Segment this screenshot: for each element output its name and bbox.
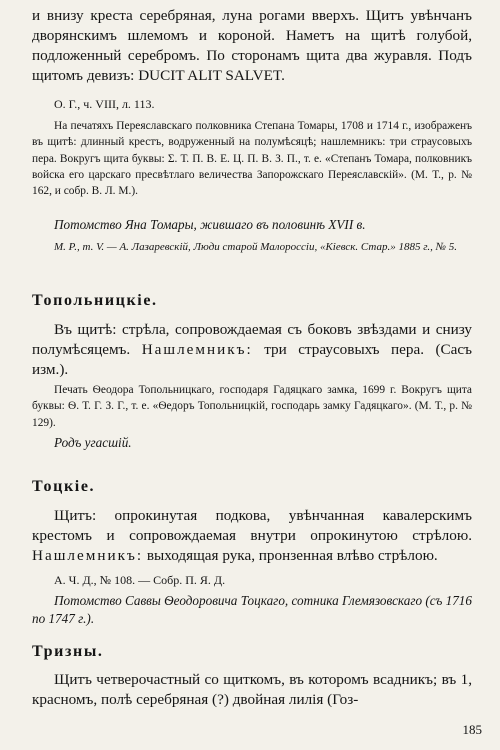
topolnitskie-seal-note: Печать Ѳеодора Топольницкаго, господаря Гадяцкаго замка, 1699 г. Вокругъ щита буквы: Ѳ. Т. Г. З. Г., т. е. «Ѳедоръ Топольницкій, господарь замку Гадяцкаго». (М. Т., р. № 129). xyxy=(32,384,472,429)
topolnitskie-description-end: три страусовыхъ пера. (Сасъ изм.). xyxy=(32,341,472,378)
topolnitskie-nashlemnik-label: Нашлемникъ: xyxy=(141,341,253,358)
topolnitskie-description-text: Въ щитѣ: стрѣла, сопровождаемая съ боковъ звѣздами и снизу полумѣсяцемъ. xyxy=(32,321,472,358)
page-number: 185 xyxy=(462,722,482,737)
section-heading-topolnitskie: Топольницкіе. xyxy=(32,292,158,309)
tomara-description xyxy=(32,6,472,86)
topolnitskie-extinct: Родъ угасшій. xyxy=(54,435,132,450)
tomara-sources: М. Р., т. V. — А. Лазаревскій, Люди старой Малороссіи, «Кіевск. Стар.» 1885 г., № 5. xyxy=(54,241,457,253)
totskie-nashlemnik-label: Нашлемникъ: xyxy=(32,547,144,564)
totskie-description-text: Щитъ: опрокинутая подкова, увѣнчанная кавалерскимъ крестомъ и сопровождаемая внутри опрокинутою стрѣлою. xyxy=(32,507,472,544)
section-heading-trizny: Тризны. xyxy=(32,643,104,660)
tomara-motto: DUCIT ALIT SALVET xyxy=(138,67,282,84)
trizny-description: Щитъ четверочастный со щиткомъ, въ которомъ всадникъ; въ 1, красномъ, полѣ серебряная (?) двойная лилія (Гоз- xyxy=(32,671,472,708)
tomara-seal-note: На печатяхъ Переяславскаго полковника Степана Томары, 1708 и 1714 г., изображенъ въ щитѣ: длинный крестъ, водруженный на полумѣсяцѣ; нашлемникъ: три страусовыхъ пера. Вокругъ щита буквы: Σ. Т. П. В. Е. Ц. П. В. З. П., т. е. «Степанъ Томара, полковникъ войска его царскаго пресвѣтлаго величества Запорожскаго Переяславскій». (М. Т., р. № 162, и собр. В. Л. М.). xyxy=(32,120,472,198)
tomara-description-text: и внизу креста серебряная, луна рогами вверхъ. Щитъ увѣнчанъ дворянскимъ шлемомъ и короной. Наметъ на щитѣ голубой, подложенный серебромъ. По сторонамъ щита два журавля. Подъ щитомъ девизъ: xyxy=(32,7,472,84)
tomara-description-end: . xyxy=(281,67,285,84)
totskie-reference: А. Ч. Д., № 108. — Собр. П. Я. Д. xyxy=(54,573,226,587)
totskie-description-end: выходящая рука, пронзенная влѣво стрѣлою. xyxy=(143,547,438,564)
tomara-descendants: Потомство Яна Томары, жившаго въ половинѣ XVII в. xyxy=(54,217,366,232)
totskie-descendants: Потомство Саввы Ѳеодоровича Тоцкаго, сотника Глемязовскаго (съ 1716 по 1747 г.). xyxy=(32,593,472,626)
topolnitskie-description xyxy=(32,320,472,380)
totskie-description xyxy=(32,506,472,566)
section-heading-totskie: Тоцкіе. xyxy=(32,478,96,495)
tomara-reference: О. Г., ч. VIII, л. 113. xyxy=(54,97,155,111)
